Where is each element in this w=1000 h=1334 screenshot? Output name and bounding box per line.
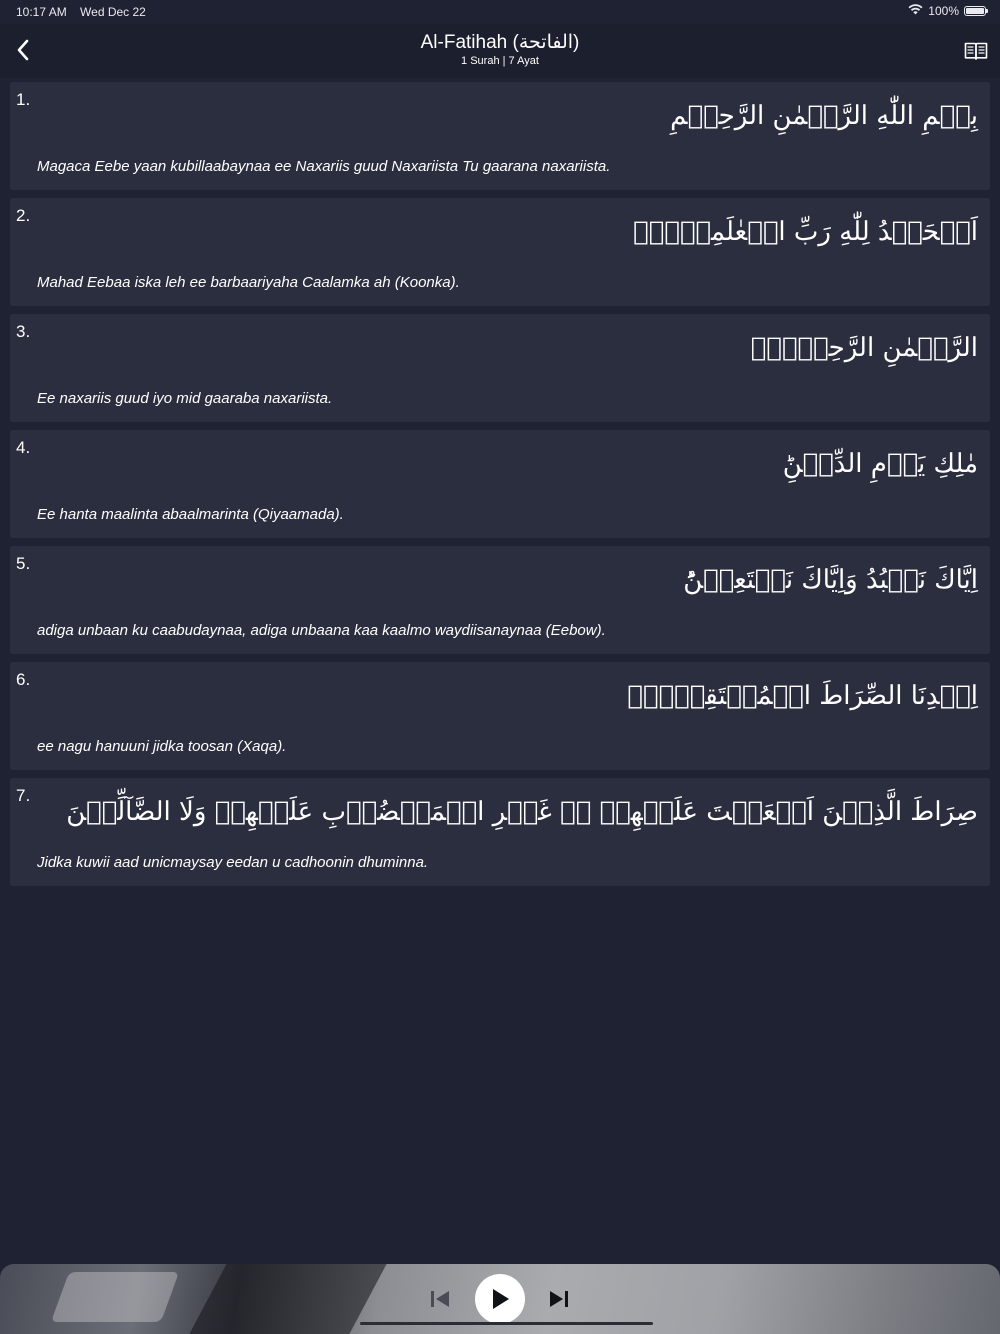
- ayah-number: 3.: [16, 322, 31, 341]
- ayah-card[interactable]: [10, 662, 990, 770]
- play-button[interactable]: [475, 1274, 525, 1324]
- page-subtitle: 1 Surah | 7 Ayat: [461, 55, 539, 67]
- ayah-translation: ee nagu hanuuni jidka toosan (Xaqa).: [37, 738, 287, 755]
- ayah-arabic-text: اِيَّاكَ نَعۡبُدُ وَاِيَّاكَ نَسۡتَعِيۡنُؕ: [683, 565, 978, 595]
- ayah-number: 5.: [16, 554, 31, 573]
- ayah-translation: Jidka kuwii aad unicmaysay eedan u cadhoonin dhuminna.: [37, 854, 429, 871]
- ayah-translation: Ee hanta maalinta abaalmarinta (Qiyaamada).: [37, 506, 344, 523]
- ayah-number: 1.: [16, 90, 31, 109]
- ayah-translation: Magaca Eebe yaan kubillaabaynaa ee Naxariis guud Naxariista Tu gaarana naxariista.: [37, 158, 611, 175]
- ayah-card[interactable]: [10, 82, 990, 190]
- ayah-card[interactable]: [10, 778, 990, 886]
- ayah-card[interactable]: [10, 314, 990, 422]
- battery-icon: [964, 6, 986, 16]
- ayah-number: 6.: [16, 670, 31, 689]
- ayah-translation: Mahad Eebaa iska leh ee barbaariyaha Caalamka ah (Koonka).: [37, 274, 460, 291]
- battery-percent: 100%: [928, 4, 959, 18]
- status-left: [16, 5, 156, 19]
- ayat-list: [10, 82, 990, 894]
- status-date: Wed Dec 22: [80, 5, 146, 19]
- skip-previous-icon: [428, 1288, 452, 1310]
- ayah-arabic-text: الرَّحۡمٰنِ الرَّحِيۡمِۙ: [750, 333, 978, 363]
- book-open-icon: [964, 41, 988, 61]
- status-bar: [0, 0, 1000, 24]
- ayah-arabic-text: بِسۡمِ اللّٰهِ الرَّحۡمٰنِ الرَّحِيۡمِ: [670, 101, 978, 131]
- ayah-number: 4.: [16, 438, 31, 457]
- ayah-card[interactable]: [10, 546, 990, 654]
- ayah-card[interactable]: [10, 198, 990, 306]
- ayah-arabic-text: مٰلِكِ يَوۡمِ الدِّيۡنِؕ: [782, 449, 978, 479]
- ayah-translation: Ee naxariis guud iyo mid gaaraba naxariista.: [37, 390, 333, 407]
- next-button[interactable]: [547, 1288, 571, 1310]
- ayah-translation: adiga unbaan ku caabudaynaa, adiga unbaana kaa kaalmo waydiisanaynaa (Eebow).: [37, 622, 606, 639]
- audio-player: [0, 1264, 1000, 1334]
- wifi-icon: [908, 4, 923, 18]
- previous-button[interactable]: [428, 1288, 452, 1310]
- header: [0, 24, 1000, 78]
- page-title: Al-Fatihah (الفاتحة): [420, 32, 580, 53]
- status-time: 10:17 AM: [16, 5, 67, 19]
- progress-track[interactable]: [360, 1322, 653, 1325]
- status-right: [908, 4, 986, 18]
- ayah-number: 7.: [16, 786, 31, 805]
- ayah-number: 2.: [16, 206, 31, 225]
- ayah-arabic-text: صِرَاطَ الَّذِيۡنَ اَنۡعَمۡتَ عَلَيۡهِمۡ ۙ۬ غَيۡرِ الۡمَغۡضُوۡبِ عَلَيۡهِمۡ وَلَا الضَّآلِّيۡنَ: [66, 797, 978, 827]
- skip-next-icon: [547, 1288, 571, 1310]
- ayah-card[interactable]: [10, 430, 990, 538]
- book-button[interactable]: [964, 41, 988, 61]
- ayah-arabic-text: اِهۡدِنَا الصِّرَاطَ الۡمُسۡتَقِيۡمَۙ: [627, 681, 978, 711]
- play-icon: [489, 1287, 511, 1311]
- ayah-arabic-text: اَلۡحَمۡدُ لِلّٰهِ رَبِّ الۡعٰلَمِيۡنَۙ: [633, 217, 978, 247]
